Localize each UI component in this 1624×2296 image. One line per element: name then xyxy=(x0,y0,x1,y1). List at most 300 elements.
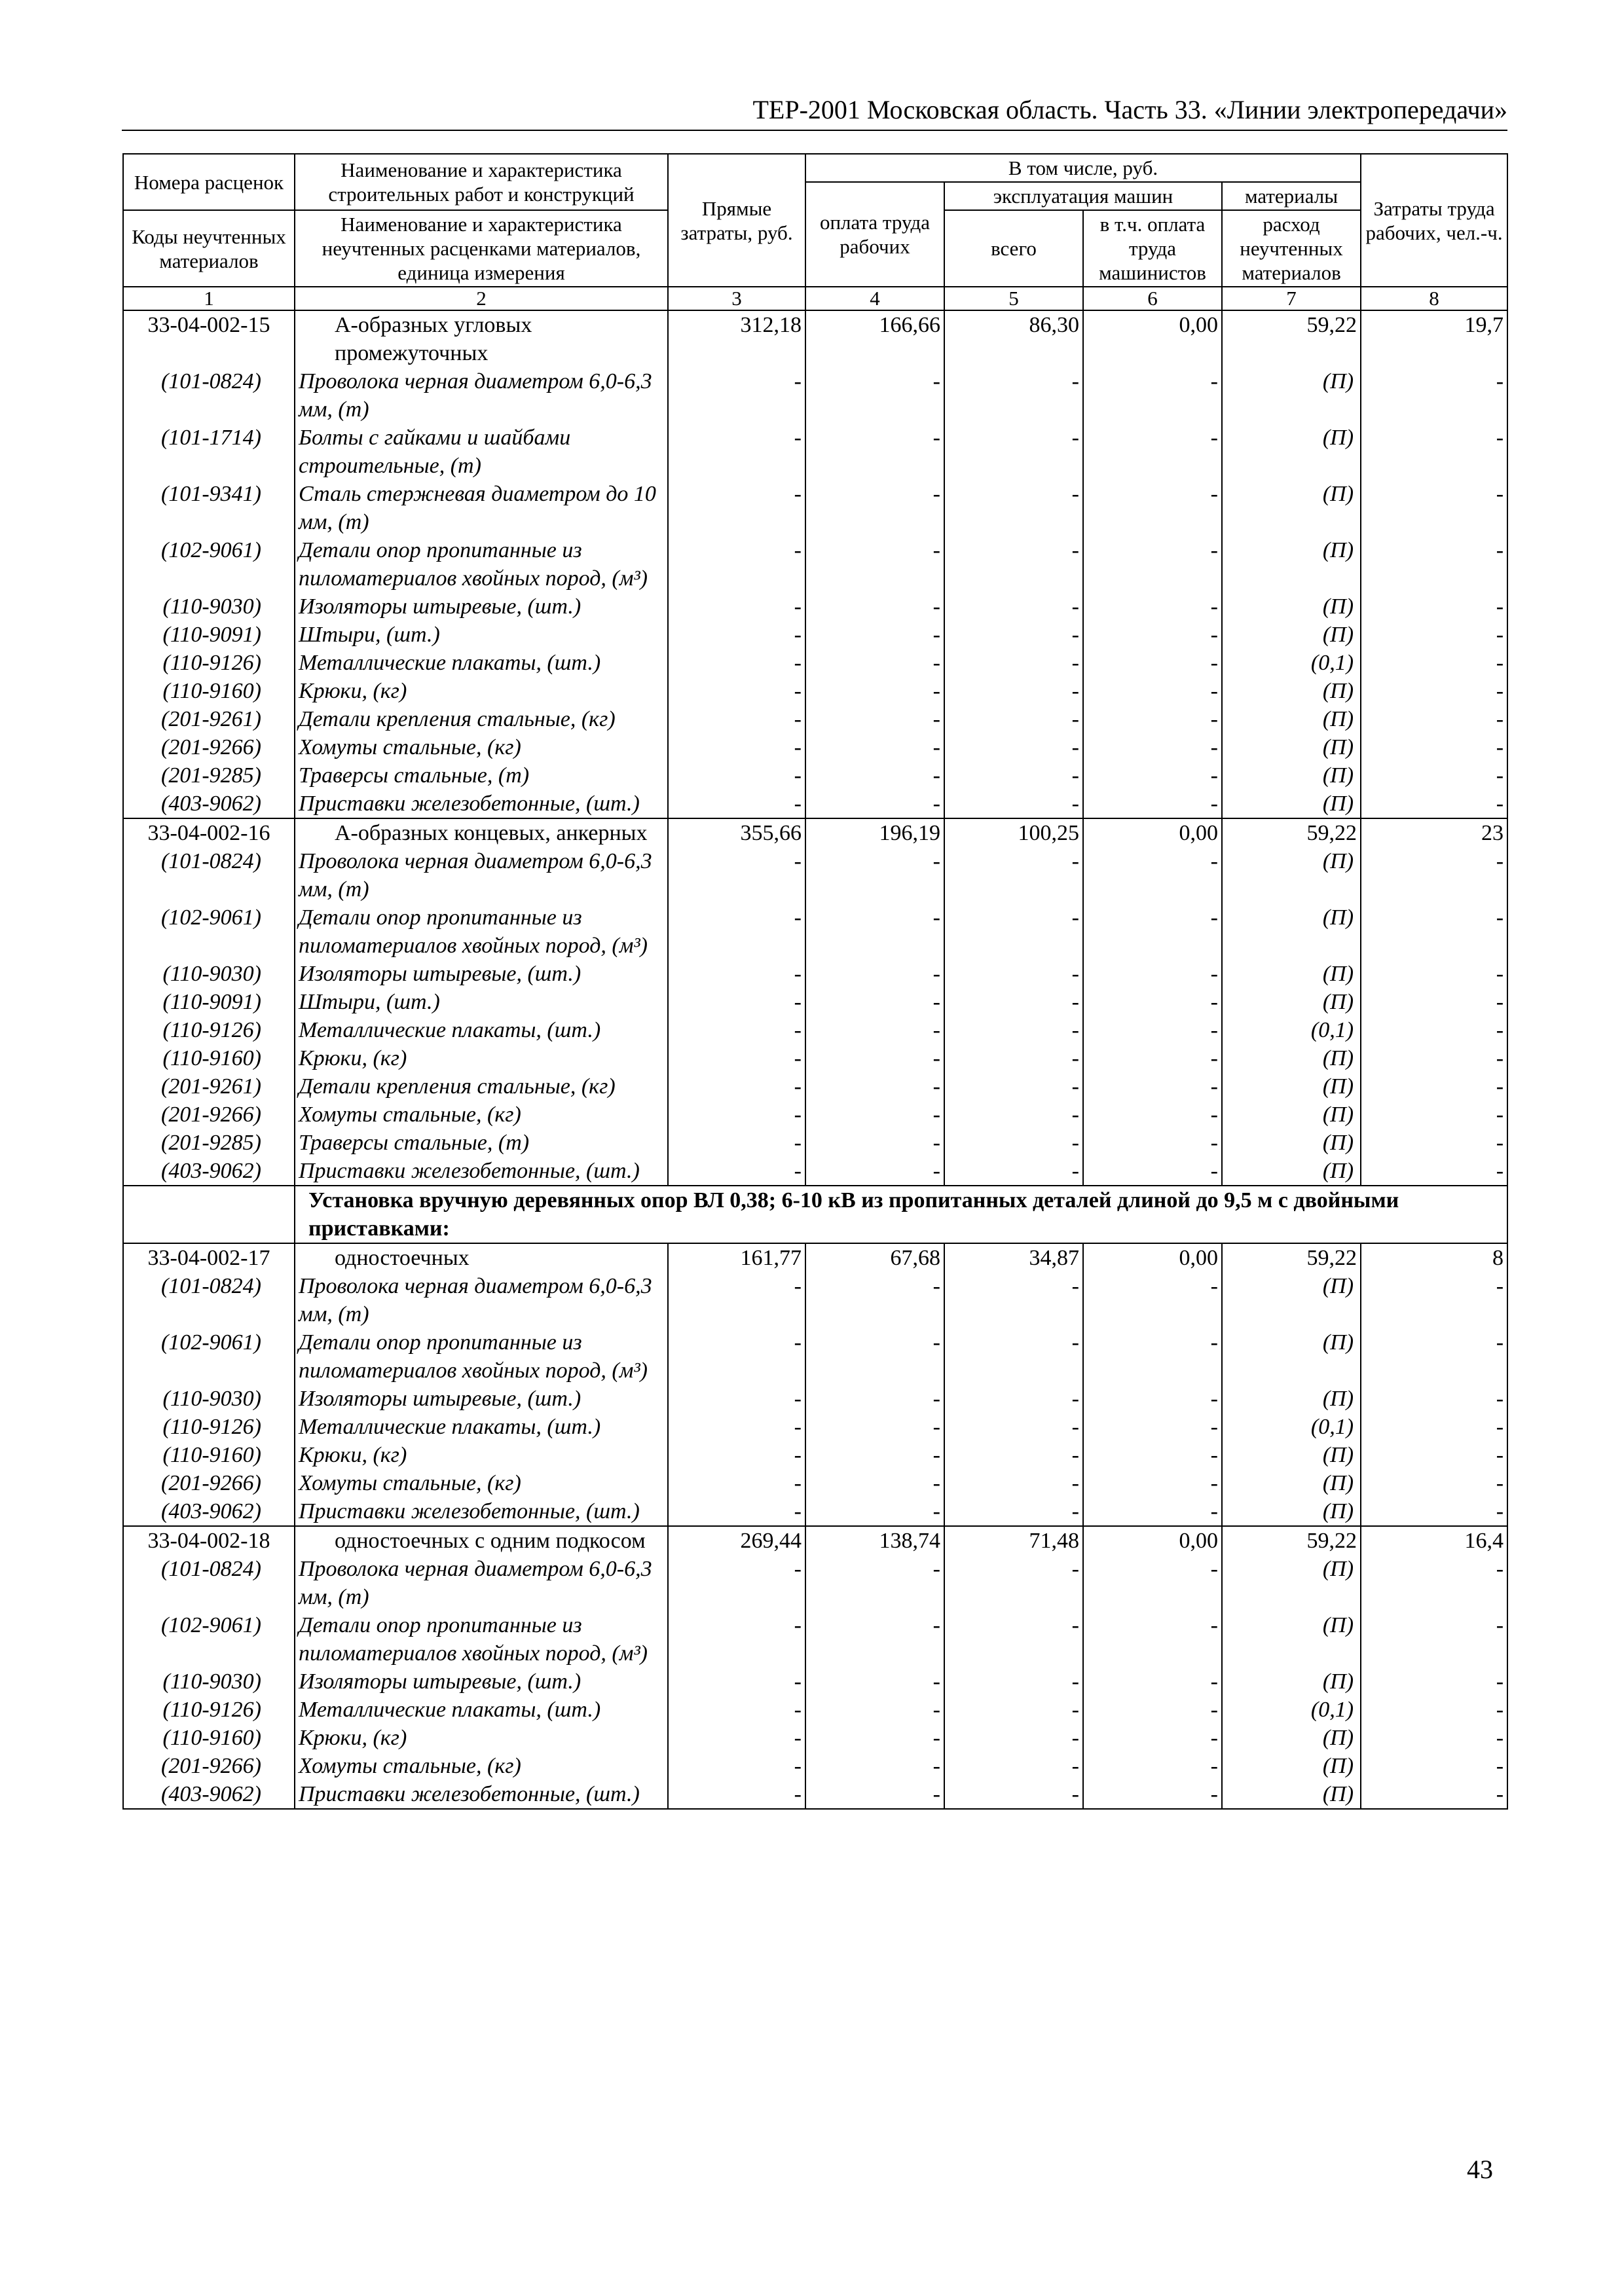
code-cell: (201-9266) xyxy=(123,733,295,761)
material-row xyxy=(123,1328,1507,1385)
machinist-pay-cell: - xyxy=(1083,1780,1222,1809)
machines-total-cell: - xyxy=(944,1016,1083,1044)
labor-pay-cell: - xyxy=(805,1072,944,1101)
labor-pay-cell: - xyxy=(805,424,944,480)
machinist-pay-cell: - xyxy=(1083,1044,1222,1072)
code-cell: (110-9030) xyxy=(123,592,295,621)
machinist-pay-cell: - xyxy=(1083,367,1222,424)
material-row xyxy=(123,1752,1507,1780)
machinist-pay-cell: - xyxy=(1083,1667,1222,1696)
material-row xyxy=(123,1497,1507,1526)
code-cell: (101-0824) xyxy=(123,1272,295,1328)
machines-total-cell: - xyxy=(944,1752,1083,1780)
labor-pay-cell: - xyxy=(805,480,944,536)
direct-cost-cell: - xyxy=(668,1016,805,1044)
direct-cost-cell: 269,44 xyxy=(668,1526,805,1555)
machinist-pay-cell: - xyxy=(1083,1385,1222,1413)
labor-hours-cell: - xyxy=(1361,1072,1507,1101)
labor-pay-cell: - xyxy=(805,988,944,1016)
code-cell: (101-1714) xyxy=(123,424,295,480)
code-cell: (201-9285) xyxy=(123,761,295,790)
code-cell: (110-9126) xyxy=(123,649,295,677)
machines-total-cell: - xyxy=(944,677,1083,705)
code-cell: (110-9160) xyxy=(123,1724,295,1752)
labor-hours-cell: - xyxy=(1361,1129,1507,1157)
materials-cell: (П) xyxy=(1222,1385,1361,1413)
material-row xyxy=(123,649,1507,677)
code-cell: (101-0824) xyxy=(123,367,295,424)
col-number: 4 xyxy=(805,287,944,310)
material-row xyxy=(123,536,1507,592)
materials-cell: (П) xyxy=(1222,1469,1361,1497)
machines-total-cell: - xyxy=(944,1555,1083,1611)
machinist-pay-cell: - xyxy=(1083,1272,1222,1328)
direct-cost-cell: - xyxy=(668,1696,805,1724)
code-cell: (110-9126) xyxy=(123,1016,295,1044)
machinist-pay-cell: - xyxy=(1083,1016,1222,1044)
machines-total-cell: - xyxy=(944,1101,1083,1129)
labor-pay-cell: - xyxy=(805,367,944,424)
machines-total-cell: - xyxy=(944,1497,1083,1526)
col1-top-heading: Номера расценок xyxy=(123,154,295,210)
materials-cell: (П) xyxy=(1222,536,1361,592)
machinist-pay-cell: - xyxy=(1083,1101,1222,1129)
material-row xyxy=(123,1441,1507,1469)
labor-pay-cell: - xyxy=(805,761,944,790)
materials-cell: (П) xyxy=(1222,1497,1361,1526)
rate-row xyxy=(123,1243,1507,1272)
materials-cell: 59,22 xyxy=(1222,1526,1361,1555)
labor-pay-cell: - xyxy=(805,847,944,903)
materials-cell: (П) xyxy=(1222,1555,1361,1611)
materials-cell: (П) xyxy=(1222,960,1361,988)
labor-pay-cell: - xyxy=(805,1667,944,1696)
direct-cost-cell: - xyxy=(668,480,805,536)
direct-cost-cell: - xyxy=(668,424,805,480)
rate-row xyxy=(123,1526,1507,1555)
col6-heading: в т.ч. оплата труда машинистов xyxy=(1083,210,1222,287)
code-cell: (403-9062) xyxy=(123,1157,295,1186)
machines-total-cell: - xyxy=(944,1469,1083,1497)
machinist-pay-cell: - xyxy=(1083,1328,1222,1385)
labor-pay-cell: - xyxy=(805,1129,944,1157)
labor-pay-cell: 196,19 xyxy=(805,818,944,847)
materials-cell: (П) xyxy=(1222,677,1361,705)
labor-hours-cell: - xyxy=(1361,1469,1507,1497)
materials-cell: (П) xyxy=(1222,1611,1361,1667)
table-header xyxy=(123,154,1507,310)
machines-total-cell: - xyxy=(944,1441,1083,1469)
code-cell: (201-9261) xyxy=(123,1072,295,1101)
material-row xyxy=(123,424,1507,480)
material-row xyxy=(123,1016,1507,1044)
labor-hours-cell: - xyxy=(1361,1157,1507,1186)
machinist-pay-cell: 0,00 xyxy=(1083,310,1222,367)
code-cell: 33-04-002-17 xyxy=(123,1243,295,1272)
labor-hours-cell: - xyxy=(1361,960,1507,988)
machinist-pay-cell: - xyxy=(1083,480,1222,536)
labor-pay-cell: - xyxy=(805,960,944,988)
machinist-pay-cell: - xyxy=(1083,988,1222,1016)
machinist-pay-cell: - xyxy=(1083,705,1222,733)
name-cell: Приставки железобетонные, (шт.) xyxy=(295,790,668,818)
materials-heading: материалы xyxy=(1222,182,1361,210)
name-cell: Детали опор пропитанные из пиломатериалов хвойных пород, (м³) xyxy=(295,1328,668,1385)
name-cell: Хомуты стальные, (кг) xyxy=(295,1469,668,1497)
machinist-pay-cell: - xyxy=(1083,649,1222,677)
name-cell: Траверсы стальные, (т) xyxy=(295,1129,668,1157)
machines-total-cell: - xyxy=(944,1667,1083,1696)
code-cell: (403-9062) xyxy=(123,1497,295,1526)
materials-cell: (П) xyxy=(1222,1780,1361,1809)
labor-pay-cell: 67,68 xyxy=(805,1243,944,1272)
labor-hours-cell: 23 xyxy=(1361,818,1507,847)
machinist-pay-cell: - xyxy=(1083,1497,1222,1526)
labor-hours-cell: - xyxy=(1361,677,1507,705)
labor-pay-cell: - xyxy=(805,1272,944,1328)
material-row xyxy=(123,1413,1507,1441)
materials-cell: (П) xyxy=(1222,1044,1361,1072)
name-cell: Детали крепления стальные, (кг) xyxy=(295,1072,668,1101)
machines-total-cell: - xyxy=(944,733,1083,761)
machinist-pay-cell: - xyxy=(1083,1129,1222,1157)
machines-total-cell: - xyxy=(944,1413,1083,1441)
labor-pay-cell: - xyxy=(805,1469,944,1497)
name-cell: Хомуты стальные, (кг) xyxy=(295,1752,668,1780)
material-row xyxy=(123,1044,1507,1072)
material-row xyxy=(123,761,1507,790)
labor-hours-cell: - xyxy=(1361,790,1507,818)
col-number: 5 xyxy=(944,287,1083,310)
material-row xyxy=(123,592,1507,621)
machines-total-cell: 34,87 xyxy=(944,1243,1083,1272)
machines-total-cell: - xyxy=(944,1611,1083,1667)
machinist-pay-cell: - xyxy=(1083,790,1222,818)
labor-pay-cell: - xyxy=(805,1780,944,1809)
machinist-pay-cell: - xyxy=(1083,1611,1222,1667)
name-cell: Изоляторы штыревые, (шт.) xyxy=(295,1667,668,1696)
name-cell: Металлические плакаты, (шт.) xyxy=(295,1413,668,1441)
labor-hours-cell: - xyxy=(1361,649,1507,677)
labor-hours-cell: - xyxy=(1361,1611,1507,1667)
code-cell: 33-04-002-16 xyxy=(123,818,295,847)
labor-hours-cell: - xyxy=(1361,903,1507,960)
materials-cell: (П) xyxy=(1222,1157,1361,1186)
labor-pay-cell: - xyxy=(805,1724,944,1752)
section-heading-row xyxy=(123,1186,1507,1243)
machines-total-cell: - xyxy=(944,1328,1083,1385)
direct-cost-cell: 161,77 xyxy=(668,1243,805,1272)
direct-cost-cell: - xyxy=(668,1611,805,1667)
name-cell: Хомуты стальные, (кг) xyxy=(295,733,668,761)
name-cell: Крюки, (кг) xyxy=(295,1724,668,1752)
labor-hours-cell: - xyxy=(1361,1752,1507,1780)
code-cell: (110-9160) xyxy=(123,1044,295,1072)
machines-total-cell: - xyxy=(944,1780,1083,1809)
rates-table xyxy=(122,153,1508,1810)
material-row xyxy=(123,1724,1507,1752)
name-cell: Металлические плакаты, (шт.) xyxy=(295,649,668,677)
labor-pay-cell: - xyxy=(805,1696,944,1724)
direct-cost-cell: - xyxy=(668,1044,805,1072)
material-row xyxy=(123,790,1507,818)
machines-total-cell: - xyxy=(944,960,1083,988)
direct-cost-cell: - xyxy=(668,1752,805,1780)
machines-total-cell: - xyxy=(944,649,1083,677)
materials-cell: (П) xyxy=(1222,1072,1361,1101)
material-row xyxy=(123,705,1507,733)
machines-total-cell: - xyxy=(944,536,1083,592)
code-cell: (201-9266) xyxy=(123,1469,295,1497)
material-row xyxy=(123,1696,1507,1724)
materials-cell: (П) xyxy=(1222,424,1361,480)
material-row xyxy=(123,677,1507,705)
name-cell: Траверсы стальные, (т) xyxy=(295,761,668,790)
labor-hours-cell: - xyxy=(1361,1696,1507,1724)
material-row xyxy=(123,1272,1507,1328)
machines-total-cell: - xyxy=(944,1157,1083,1186)
materials-cell: (0,1) xyxy=(1222,649,1361,677)
labor-hours-cell: - xyxy=(1361,847,1507,903)
name-cell: Металлические плакаты, (шт.) xyxy=(295,1696,668,1724)
code-cell: (201-9261) xyxy=(123,705,295,733)
machines-total-cell: - xyxy=(944,1072,1083,1101)
machines-total-cell: - xyxy=(944,903,1083,960)
labor-pay-cell: - xyxy=(805,1101,944,1129)
labor-hours-cell: - xyxy=(1361,733,1507,761)
direct-cost-cell: - xyxy=(668,1328,805,1385)
code-cell: 33-04-002-15 xyxy=(123,310,295,367)
machines-total-cell: - xyxy=(944,1724,1083,1752)
name-cell: Детали крепления стальные, (кг) xyxy=(295,705,668,733)
direct-cost-cell: - xyxy=(668,1724,805,1752)
code-cell: (201-9266) xyxy=(123,1101,295,1129)
material-row xyxy=(123,367,1507,424)
machinist-pay-cell: - xyxy=(1083,1157,1222,1186)
code-cell: (101-0824) xyxy=(123,847,295,903)
running-header: ТЕР-2001 Московская область. Часть 33. «Линии электропередачи» xyxy=(752,95,1507,124)
materials-cell: (П) xyxy=(1222,733,1361,761)
direct-cost-cell: - xyxy=(668,960,805,988)
labor-pay-cell: - xyxy=(805,733,944,761)
labor-pay-cell: - xyxy=(805,1497,944,1526)
machines-total-cell: - xyxy=(944,1385,1083,1413)
labor-pay-cell: - xyxy=(805,1413,944,1441)
materials-cell: (П) xyxy=(1222,1101,1361,1129)
machinist-pay-cell: - xyxy=(1083,1555,1222,1611)
direct-cost-cell: - xyxy=(668,536,805,592)
code-cell: (110-9160) xyxy=(123,677,295,705)
machinist-pay-cell: - xyxy=(1083,592,1222,621)
labor-pay-cell: 166,66 xyxy=(805,310,944,367)
direct-cost-cell: - xyxy=(668,592,805,621)
page-number: 43 xyxy=(1467,2155,1493,2184)
code-cell: (101-0824) xyxy=(123,1555,295,1611)
labor-pay-cell: - xyxy=(805,1385,944,1413)
name-cell: Проволока черная диаметром 6,0-6,3 мм, (т) xyxy=(295,1272,668,1328)
direct-cost-cell: - xyxy=(668,1385,805,1413)
labor-pay-cell: - xyxy=(805,536,944,592)
material-row xyxy=(123,1072,1507,1101)
labor-pay-cell: - xyxy=(805,1441,944,1469)
machines-total-cell: 86,30 xyxy=(944,310,1083,367)
material-row xyxy=(123,1555,1507,1611)
code-cell: (201-9285) xyxy=(123,1129,295,1157)
code-cell: (110-9030) xyxy=(123,1667,295,1696)
labor-hours-cell: 19,7 xyxy=(1361,310,1507,367)
direct-cost-cell: - xyxy=(668,733,805,761)
materials-cell: (0,1) xyxy=(1222,1413,1361,1441)
machines-heading: эксплуатация машин xyxy=(944,182,1222,210)
materials-cell: (П) xyxy=(1222,367,1361,424)
labor-pay-cell: - xyxy=(805,903,944,960)
labor-pay-cell: - xyxy=(805,592,944,621)
direct-cost-cell: - xyxy=(668,847,805,903)
header-rule xyxy=(122,130,1507,131)
machinist-pay-cell: - xyxy=(1083,424,1222,480)
machines-total-cell: - xyxy=(944,847,1083,903)
direct-cost-cell: - xyxy=(668,1441,805,1469)
name-cell: Изоляторы штыревые, (шт.) xyxy=(295,592,668,621)
material-row xyxy=(123,1611,1507,1667)
material-row xyxy=(123,621,1507,649)
machinist-pay-cell: - xyxy=(1083,1752,1222,1780)
code-cell: (102-9061) xyxy=(123,1611,295,1667)
materials-cell: (П) xyxy=(1222,705,1361,733)
name-cell: Приставки железобетонные, (шт.) xyxy=(295,1780,668,1809)
machines-total-cell: - xyxy=(944,592,1083,621)
direct-cost-cell: - xyxy=(668,1497,805,1526)
material-row xyxy=(123,1780,1507,1809)
materials-cell: 59,22 xyxy=(1222,818,1361,847)
name-cell: Хомуты стальные, (кг) xyxy=(295,1101,668,1129)
name-cell: Приставки железобетонные, (шт.) xyxy=(295,1157,668,1186)
labor-hours-cell: - xyxy=(1361,1328,1507,1385)
labor-pay-cell: - xyxy=(805,1328,944,1385)
direct-cost-cell: - xyxy=(668,1129,805,1157)
machinist-pay-cell: - xyxy=(1083,1724,1222,1752)
direct-cost-cell: 312,18 xyxy=(668,310,805,367)
material-row xyxy=(123,988,1507,1016)
code-cell: (403-9062) xyxy=(123,1780,295,1809)
code-cell: (110-9091) xyxy=(123,621,295,649)
machinist-pay-cell: - xyxy=(1083,733,1222,761)
direct-cost-cell: - xyxy=(668,1413,805,1441)
direct-cost-cell: - xyxy=(668,1101,805,1129)
machines-total-cell: - xyxy=(944,424,1083,480)
col-number: 7 xyxy=(1222,287,1361,310)
labor-pay-cell: - xyxy=(805,790,944,818)
section-heading: Установка вручную деревянных опор ВЛ 0,38; 6-10 кВ из пропитанных деталей длиной до 9,5 м с двойными приставками: xyxy=(295,1186,1507,1243)
code-cell: (403-9062) xyxy=(123,790,295,818)
code-cell: (201-9266) xyxy=(123,1752,295,1780)
machines-total-cell: - xyxy=(944,621,1083,649)
materials-cell: (П) xyxy=(1222,988,1361,1016)
machinist-pay-cell: 0,00 xyxy=(1083,1243,1222,1272)
machinist-pay-cell: - xyxy=(1083,761,1222,790)
machines-total-cell: 100,25 xyxy=(944,818,1083,847)
material-row xyxy=(123,903,1507,960)
col3-heading: Прямые затраты, руб. xyxy=(668,154,805,287)
col-number: 6 xyxy=(1083,287,1222,310)
materials-cell: (П) xyxy=(1222,592,1361,621)
rate-row xyxy=(123,818,1507,847)
labor-hours-cell: - xyxy=(1361,1044,1507,1072)
direct-cost-cell: - xyxy=(668,649,805,677)
machines-total-cell: - xyxy=(944,705,1083,733)
machinist-pay-cell: - xyxy=(1083,903,1222,960)
materials-cell: (П) xyxy=(1222,480,1361,536)
code-cell: (110-9030) xyxy=(123,1385,295,1413)
name-cell: А-образных угловых промежуточных xyxy=(295,310,668,367)
material-row xyxy=(123,1129,1507,1157)
col-number: 8 xyxy=(1361,287,1507,310)
col7-heading: расход неучтенных материалов xyxy=(1222,210,1361,287)
code-cell: (110-9091) xyxy=(123,988,295,1016)
direct-cost-cell: - xyxy=(668,1555,805,1611)
labor-hours-cell: - xyxy=(1361,1385,1507,1413)
machinist-pay-cell: - xyxy=(1083,1469,1222,1497)
labor-hours-cell: - xyxy=(1361,705,1507,733)
machines-total-cell: - xyxy=(944,480,1083,536)
machines-total-cell: 71,48 xyxy=(944,1526,1083,1555)
materials-cell: (П) xyxy=(1222,1129,1361,1157)
name-cell: одностоечных с одним подкосом xyxy=(295,1526,668,1555)
direct-cost-cell: - xyxy=(668,1469,805,1497)
direct-cost-cell: - xyxy=(668,367,805,424)
machinist-pay-cell: - xyxy=(1083,960,1222,988)
labor-hours-cell: - xyxy=(1361,621,1507,649)
material-row xyxy=(123,733,1507,761)
labor-hours-cell: - xyxy=(1361,536,1507,592)
table-body xyxy=(123,310,1507,1809)
direct-cost-cell: - xyxy=(668,677,805,705)
machinist-pay-cell: - xyxy=(1083,677,1222,705)
rate-row xyxy=(123,310,1507,367)
direct-cost-cell: - xyxy=(668,705,805,733)
name-cell: одностоечных xyxy=(295,1243,668,1272)
machinist-pay-cell: - xyxy=(1083,621,1222,649)
material-row xyxy=(123,1469,1507,1497)
col4-heading: оплата труда рабочих xyxy=(805,182,944,287)
labor-pay-cell: - xyxy=(805,621,944,649)
materials-cell: (П) xyxy=(1222,761,1361,790)
material-row xyxy=(123,1101,1507,1129)
machinist-pay-cell: - xyxy=(1083,1413,1222,1441)
material-row xyxy=(123,847,1507,903)
empty-cell xyxy=(123,1186,295,1243)
name-cell: Изоляторы штыревые, (шт.) xyxy=(295,960,668,988)
materials-cell: (П) xyxy=(1222,1752,1361,1780)
col5-heading: всего xyxy=(944,210,1083,287)
labor-hours-cell: - xyxy=(1361,480,1507,536)
col-number: 3 xyxy=(668,287,805,310)
col2-top-heading: Наименование и характеристика строительных работ и конструкций xyxy=(295,154,668,210)
machines-total-cell: - xyxy=(944,1129,1083,1157)
direct-cost-cell: - xyxy=(668,1780,805,1809)
code-cell: 33-04-002-18 xyxy=(123,1526,295,1555)
materials-cell: (П) xyxy=(1222,621,1361,649)
material-row xyxy=(123,480,1507,536)
materials-cell: (П) xyxy=(1222,1667,1361,1696)
name-cell: Приставки железобетонные, (шт.) xyxy=(295,1497,668,1526)
machinist-pay-cell: - xyxy=(1083,1072,1222,1101)
labor-hours-cell: - xyxy=(1361,1724,1507,1752)
machinist-pay-cell: 0,00 xyxy=(1083,818,1222,847)
labor-pay-cell: - xyxy=(805,1157,944,1186)
name-cell: Штыри, (шт.) xyxy=(295,621,668,649)
labor-hours-cell: - xyxy=(1361,1101,1507,1129)
